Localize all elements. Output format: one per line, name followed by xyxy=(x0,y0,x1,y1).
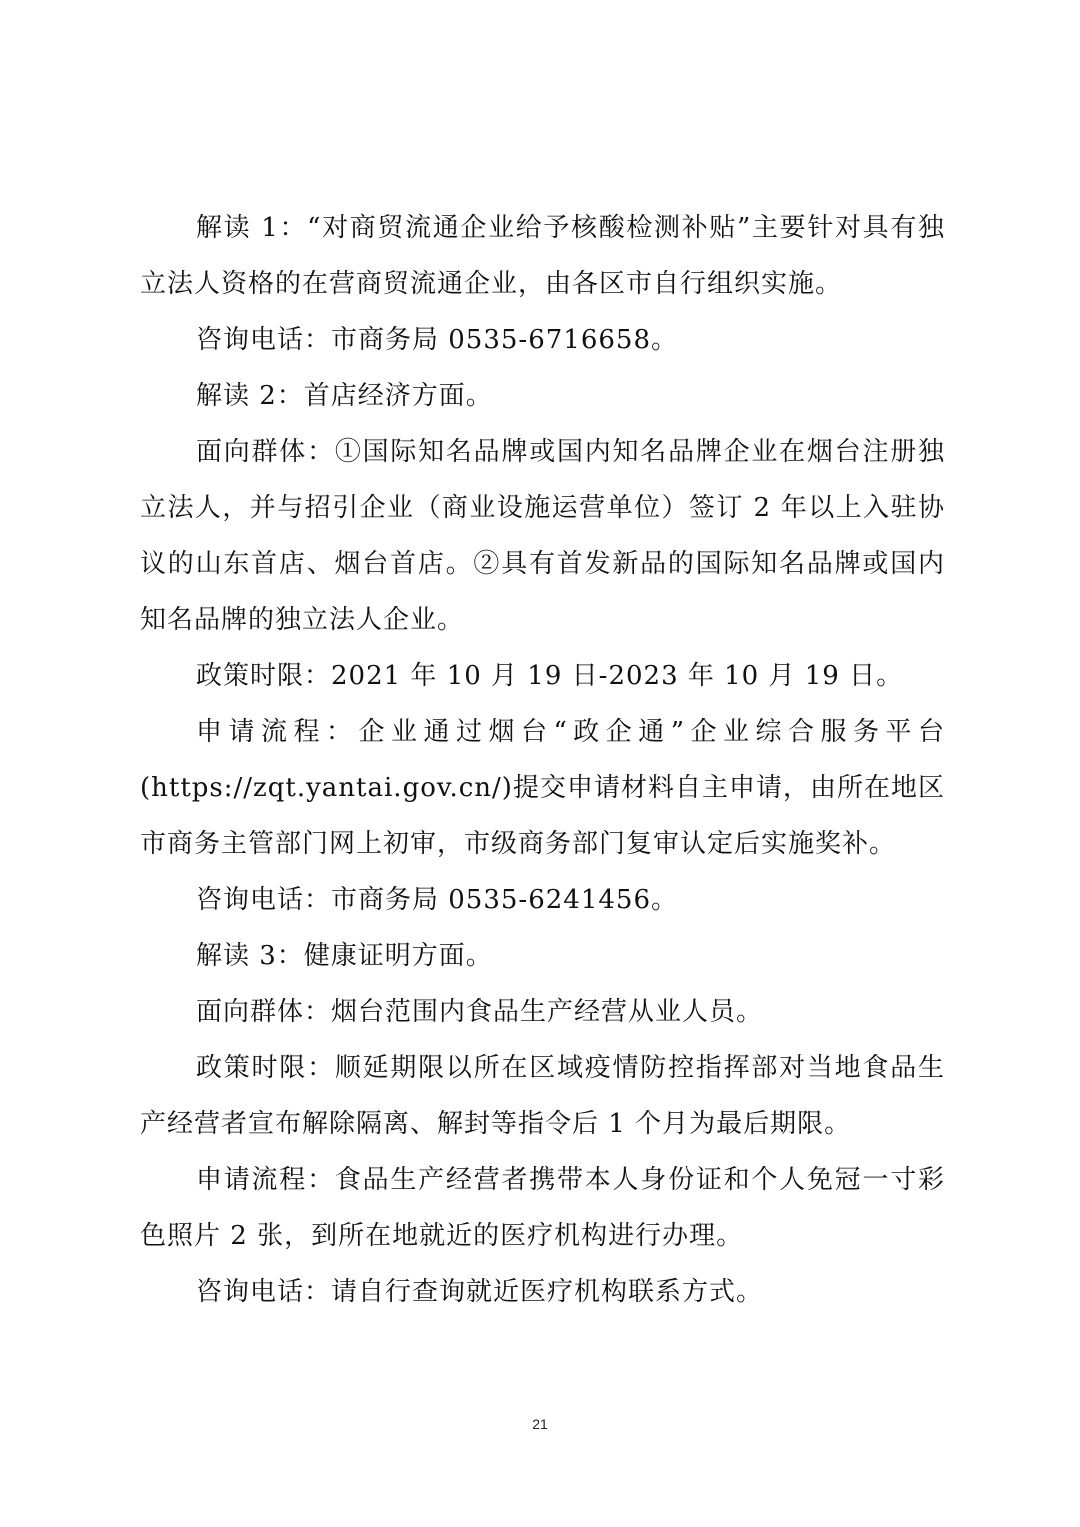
paragraph-interpretation-1: 解读 1：“对商贸流通企业给予核酸检测补贴”主要针对具有独立法人资格的在营商贸流通企业，由各区市自行组织实施。 xyxy=(140,213,945,299)
paragraph-consult-phone-2: 咨询电话：市商务局 0535-6241456。 xyxy=(196,885,679,915)
document-body xyxy=(140,200,945,1320)
paragraph-interpretation-3: 解读 3：健康证明方面。 xyxy=(196,941,493,971)
paragraph-application-process-2: 申请流程：企业通过烟台“政企通”企业综合服务平台(https://zqt.yantai.gov.cn/)提交申请材料自主申请，由所在地区市商务主管部门网上初审，市级商务部门复审认定后实施奖补。 xyxy=(140,717,945,859)
paragraph-consult-phone-3: 咨询电话：请自行查询就近医疗机构联系方式。 xyxy=(196,1277,764,1307)
page-number: 21 xyxy=(532,1416,548,1432)
paragraph-target-group-3: 面向群体：烟台范围内食品生产经营从业人员。 xyxy=(196,997,764,1027)
paragraph-consult-phone-1: 咨询电话：市商务局 0535-6716658。 xyxy=(196,325,679,355)
paragraph-interpretation-2: 解读 2：首店经济方面。 xyxy=(196,381,493,411)
paragraph-application-process-3: 申请流程：食品生产经营者携带本人身份证和个人免冠一寸彩色照片 2 张，到所在地就近的医疗机构进行办理。 xyxy=(140,1165,945,1251)
paragraph-target-group-2: 面向群体：①国际知名品牌或国内知名品牌企业在烟台注册独立法人，并与招引企业（商业设施运营单位）签订 2 年以上入驻协议的山东首店、烟台首店。②具有首发新品的国际知名品牌或国内知名品牌的独立法人企业。 xyxy=(140,437,945,635)
paragraph-policy-period-3: 政策时限：顺延期限以所在区域疫情防控指挥部对当地食品生产经营者宣布解除隔离、解封等指令后 1 个月为最后期限。 xyxy=(140,1053,945,1139)
paragraph-policy-period-2: 政策时限：2021 年 10 月 19 日-2023 年 10 月 19 日。 xyxy=(196,661,904,691)
